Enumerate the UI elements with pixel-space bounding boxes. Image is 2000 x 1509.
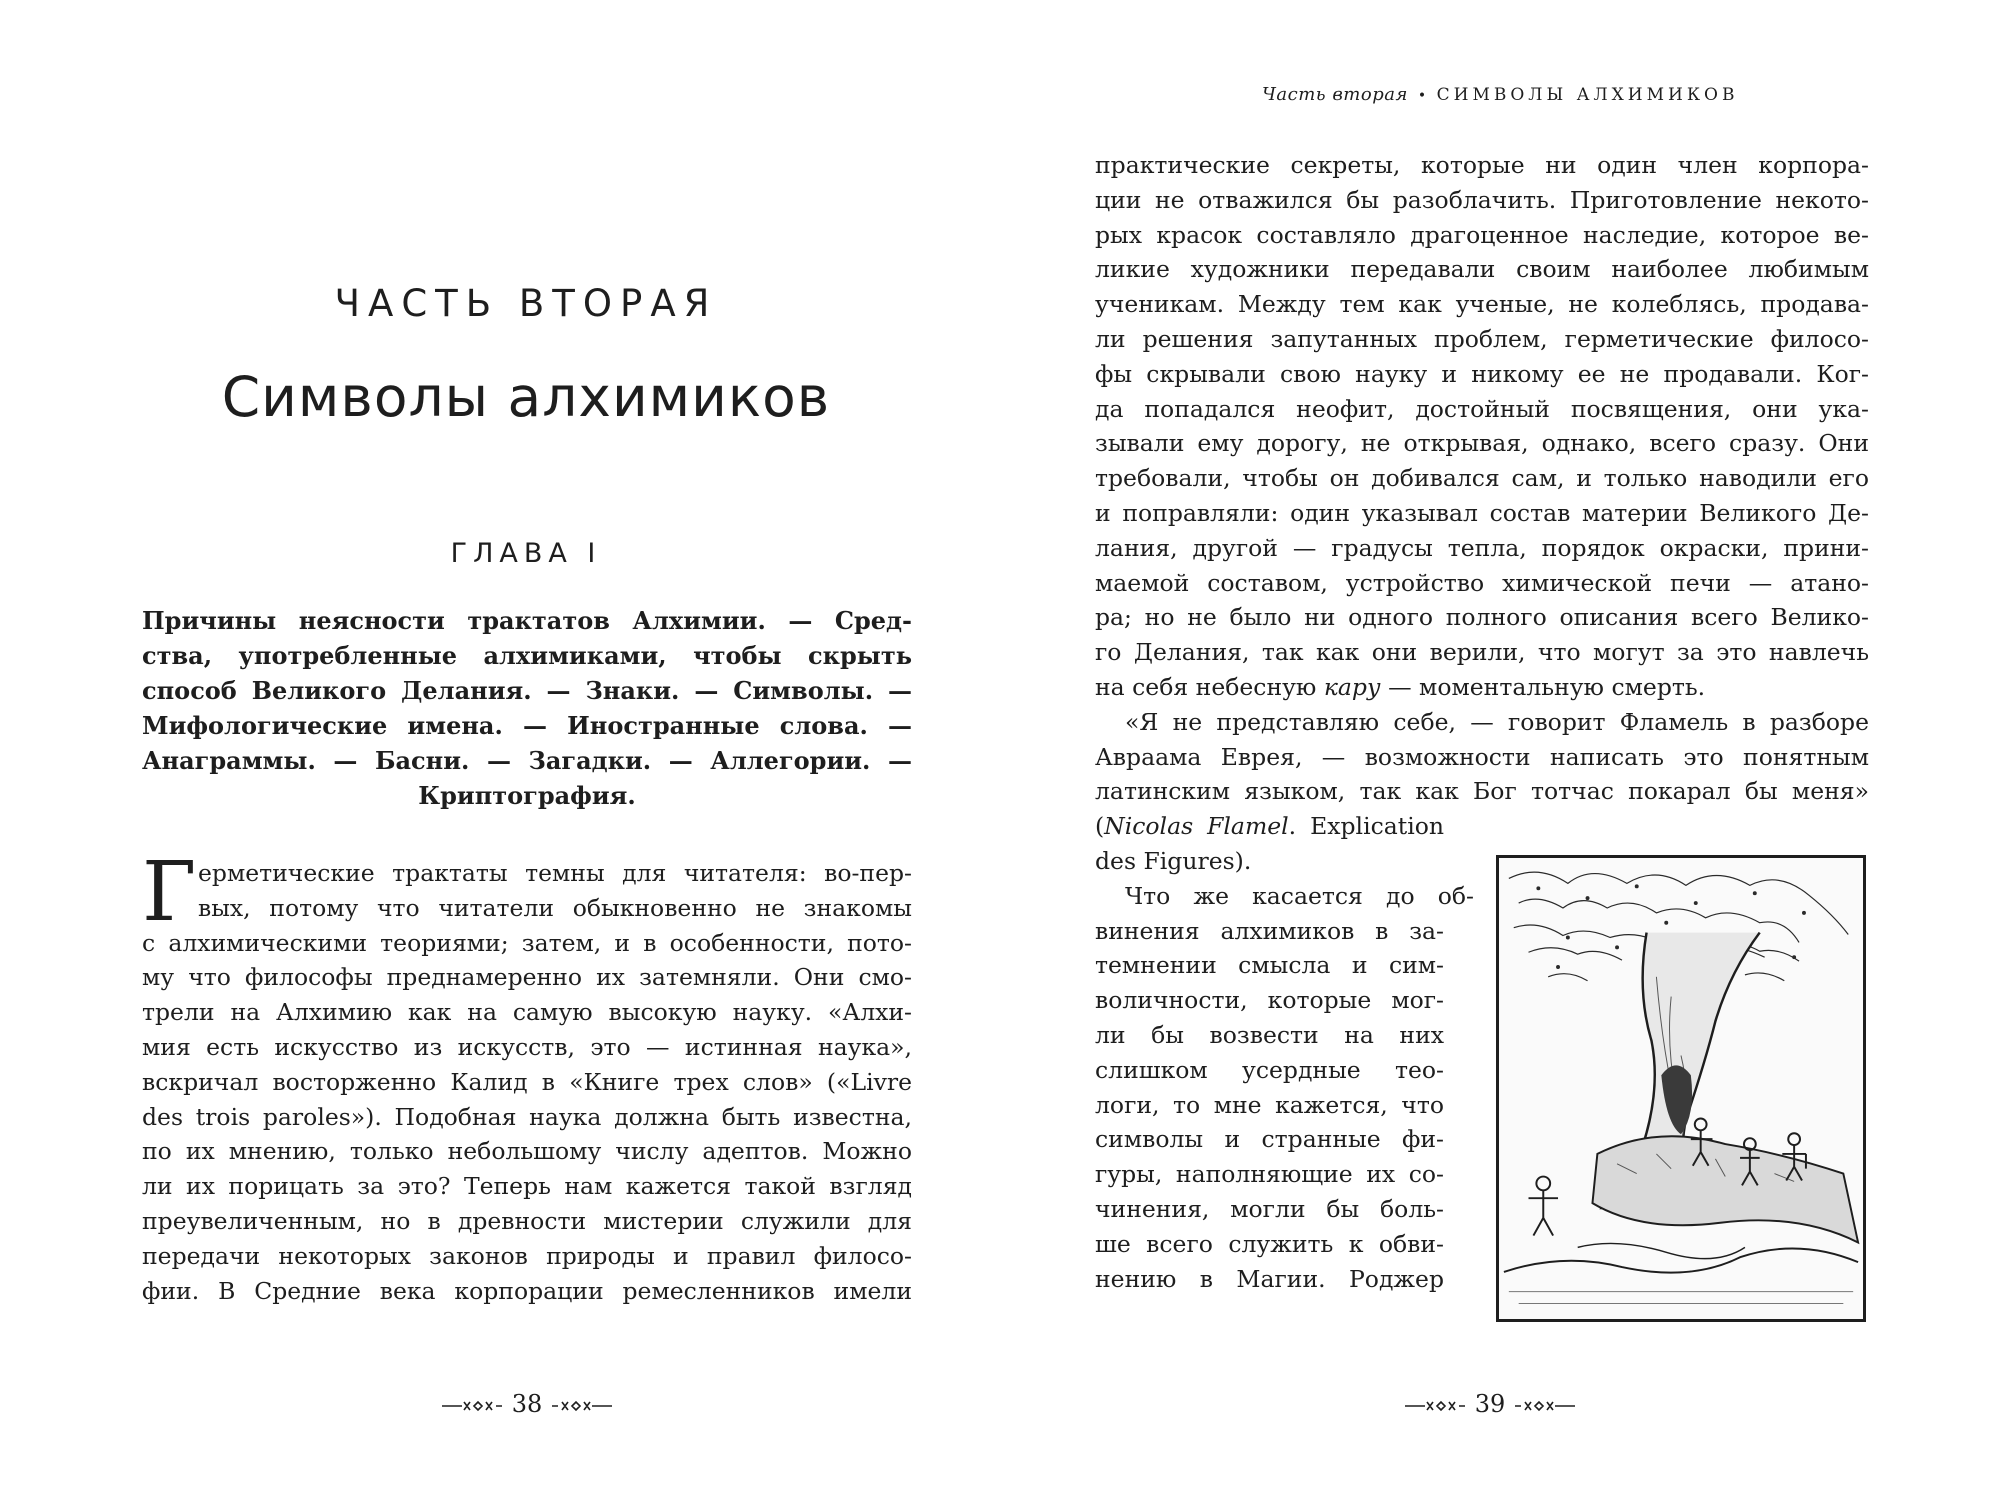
narrow-line: чинения, могли бы боль- — [1095, 1194, 1444, 1223]
body-line: му что философы преднамеренно их затемняли. Они смо- — [142, 963, 912, 992]
citation-line: des Figures). — [1095, 846, 1252, 875]
narrow-line: логи, то мне кажется, что — [1095, 1090, 1444, 1119]
body-line: преувеличенным, но в древности мистерии служили для — [142, 1206, 912, 1235]
body-line: ученикам. Между тем как ученые, не колеблясь, продава- — [1095, 290, 1869, 319]
engraving-illustration — [1496, 855, 1866, 1322]
body-line: ли их порицать за это? Теперь нам кажется такой взгляд — [142, 1172, 912, 1201]
body-line: вскричал восторженно Калид в «Книге трех слов» («Livre — [142, 1067, 912, 1096]
summary-line: ства, употребленные алхимиками, чтобы скрыть — [142, 641, 912, 670]
body-line: с алхимическими теориями; затем, и в особенности, пото- — [142, 928, 912, 957]
body-line: ерметические трактаты темны для читателя: во-пер- — [198, 859, 912, 887]
summary-line: Криптография. — [418, 781, 636, 810]
tree-engraving-icon — [1499, 858, 1863, 1319]
part-label: ЧАСТЬ ВТОРАЯ — [334, 282, 718, 325]
body-line: лания, другой — градусы тепла, порядок окраски, прини- — [1095, 533, 1869, 562]
summary-line: Анаграммы. — Басни. — Загадки. — Аллегории. — — [142, 746, 912, 775]
narrow-line: темнении смысла и сим- — [1095, 951, 1444, 980]
narrow-line: Что же касается до об- — [1125, 881, 1474, 910]
body-line: да попадался неофит, достойный посвящения, они ука- — [1095, 394, 1869, 423]
kara-before: на себя небесную — [1095, 672, 1324, 701]
narrow-line: винения алхимиков в за- — [1095, 916, 1444, 945]
right-page — [1000, 0, 2000, 1509]
body-line: рых красок составляло драгоценное наследие, которое ве- — [1095, 220, 1869, 249]
part-title: Символы алхимиков — [221, 365, 831, 429]
running-header-separator: • — [1417, 88, 1427, 104]
body-line: мия есть искусство из искусств, это — истинная наука», — [142, 1032, 912, 1061]
body-line: фии. В Средние века корпорации ремесленников имели — [142, 1276, 912, 1305]
narrow-line: воличности, которые мог- — [1095, 986, 1444, 1015]
body-text-left — [142, 845, 912, 1308]
page-number-value: 38 — [511, 1390, 543, 1418]
body-line: фы скрывали свою науку и никому ее не продавали. Ког- — [1095, 359, 1869, 388]
body-line: практические секреты, которые ни один член корпора- — [1095, 151, 1869, 179]
quote-line: латинским языком, так как Бог тотчас покарал бы меня» — [1095, 777, 1869, 806]
quote-line: «Я не представляю себе, — говорит Фламель в разборе — [1125, 707, 1869, 736]
body-line: ра; но не было ни одного полного описания всего Велико- — [1095, 603, 1869, 632]
page-number-value: 39 — [1474, 1390, 1506, 1418]
body-line: des trois paroles»). Подобная наука должна быть известна, — [142, 1102, 912, 1131]
page-number-left — [407, 1390, 647, 1418]
body-line: по их мнению, только небольшому числу адептов. Можно — [142, 1137, 912, 1166]
summary-line: Причины неясности трактатов Алхимии. — Сред- — [142, 606, 912, 635]
citation-open: ( — [1095, 812, 1105, 841]
summary-line: способ Великого Делания. — Знаки. — Символы. — — [142, 676, 912, 705]
body-line: маемой составом, устройство химической печи — атано- — [1095, 568, 1869, 597]
running-header — [1262, 84, 1739, 105]
drop-cap: Г — [142, 845, 197, 940]
narrow-line: ше всего служить к обви- — [1095, 1229, 1444, 1258]
body-line: зывали ему дорогу, не открывая, однако, всего сразу. Они — [1095, 429, 1869, 458]
body-line: и поправляли: один указывал состав материи Великого Де- — [1095, 498, 1869, 527]
narrow-line: нению в Магии. Роджер — [1095, 1264, 1444, 1293]
body-line: передачи некоторых законов природы и правил филосо- — [142, 1241, 912, 1270]
summary-line: Мифологические имена. — Иностранные слова. — — [142, 711, 912, 740]
narrow-line: символы и странные фи- — [1095, 1125, 1444, 1154]
ornament-icon — [1403, 1399, 1467, 1413]
body-line: трели на Алхимию как на самую высокую науку. «Алхи- — [142, 998, 912, 1027]
ornament-icon — [550, 1399, 614, 1413]
body-line: вых, потому что читатели обыкновенно не знакомы — [198, 893, 912, 922]
running-header-title: СИМВОЛЫ АЛХИМИКОВ — [1436, 85, 1739, 105]
body-line: го Делания, так как они верили, что могут за это навлечь — [1095, 638, 1869, 667]
narrow-line: гуры, наполняющие их со- — [1095, 1160, 1444, 1189]
page-number-right — [1370, 1390, 1610, 1418]
ornament-icon — [440, 1399, 504, 1413]
body-line: ликие художники передавали своим наиболее любимым — [1095, 255, 1869, 284]
narrow-line: ли бы возвести на них — [1095, 1020, 1444, 1049]
chapter-summary — [142, 603, 912, 813]
narrow-line: слишком усердные тео- — [1095, 1055, 1444, 1084]
kara-italic: кару — [1323, 672, 1381, 701]
body-line: ли решения запутанных проблем, герметические филосо- — [1095, 324, 1869, 353]
kara-after: — моментальную смерть. — [1380, 672, 1706, 701]
citation-author: Nicolas Flamel — [1104, 812, 1289, 841]
ornament-icon — [1513, 1399, 1577, 1413]
chapter-label: ГЛАВА I — [450, 538, 602, 569]
body-line: требовали, чтобы он добивался сам, и только наводили его — [1095, 464, 1869, 493]
running-header-part: Часть вторая — [1262, 84, 1408, 105]
quote-line: Авраама Еврея, — возможности написать это понятным — [1095, 742, 1869, 771]
body-line: ции не отважился бы разоблачить. Приготовление некото- — [1095, 185, 1869, 214]
citation-rest: . Explication — [1288, 812, 1444, 841]
body-line-kara — [1095, 670, 1869, 705]
citation-line — [1095, 809, 1444, 844]
